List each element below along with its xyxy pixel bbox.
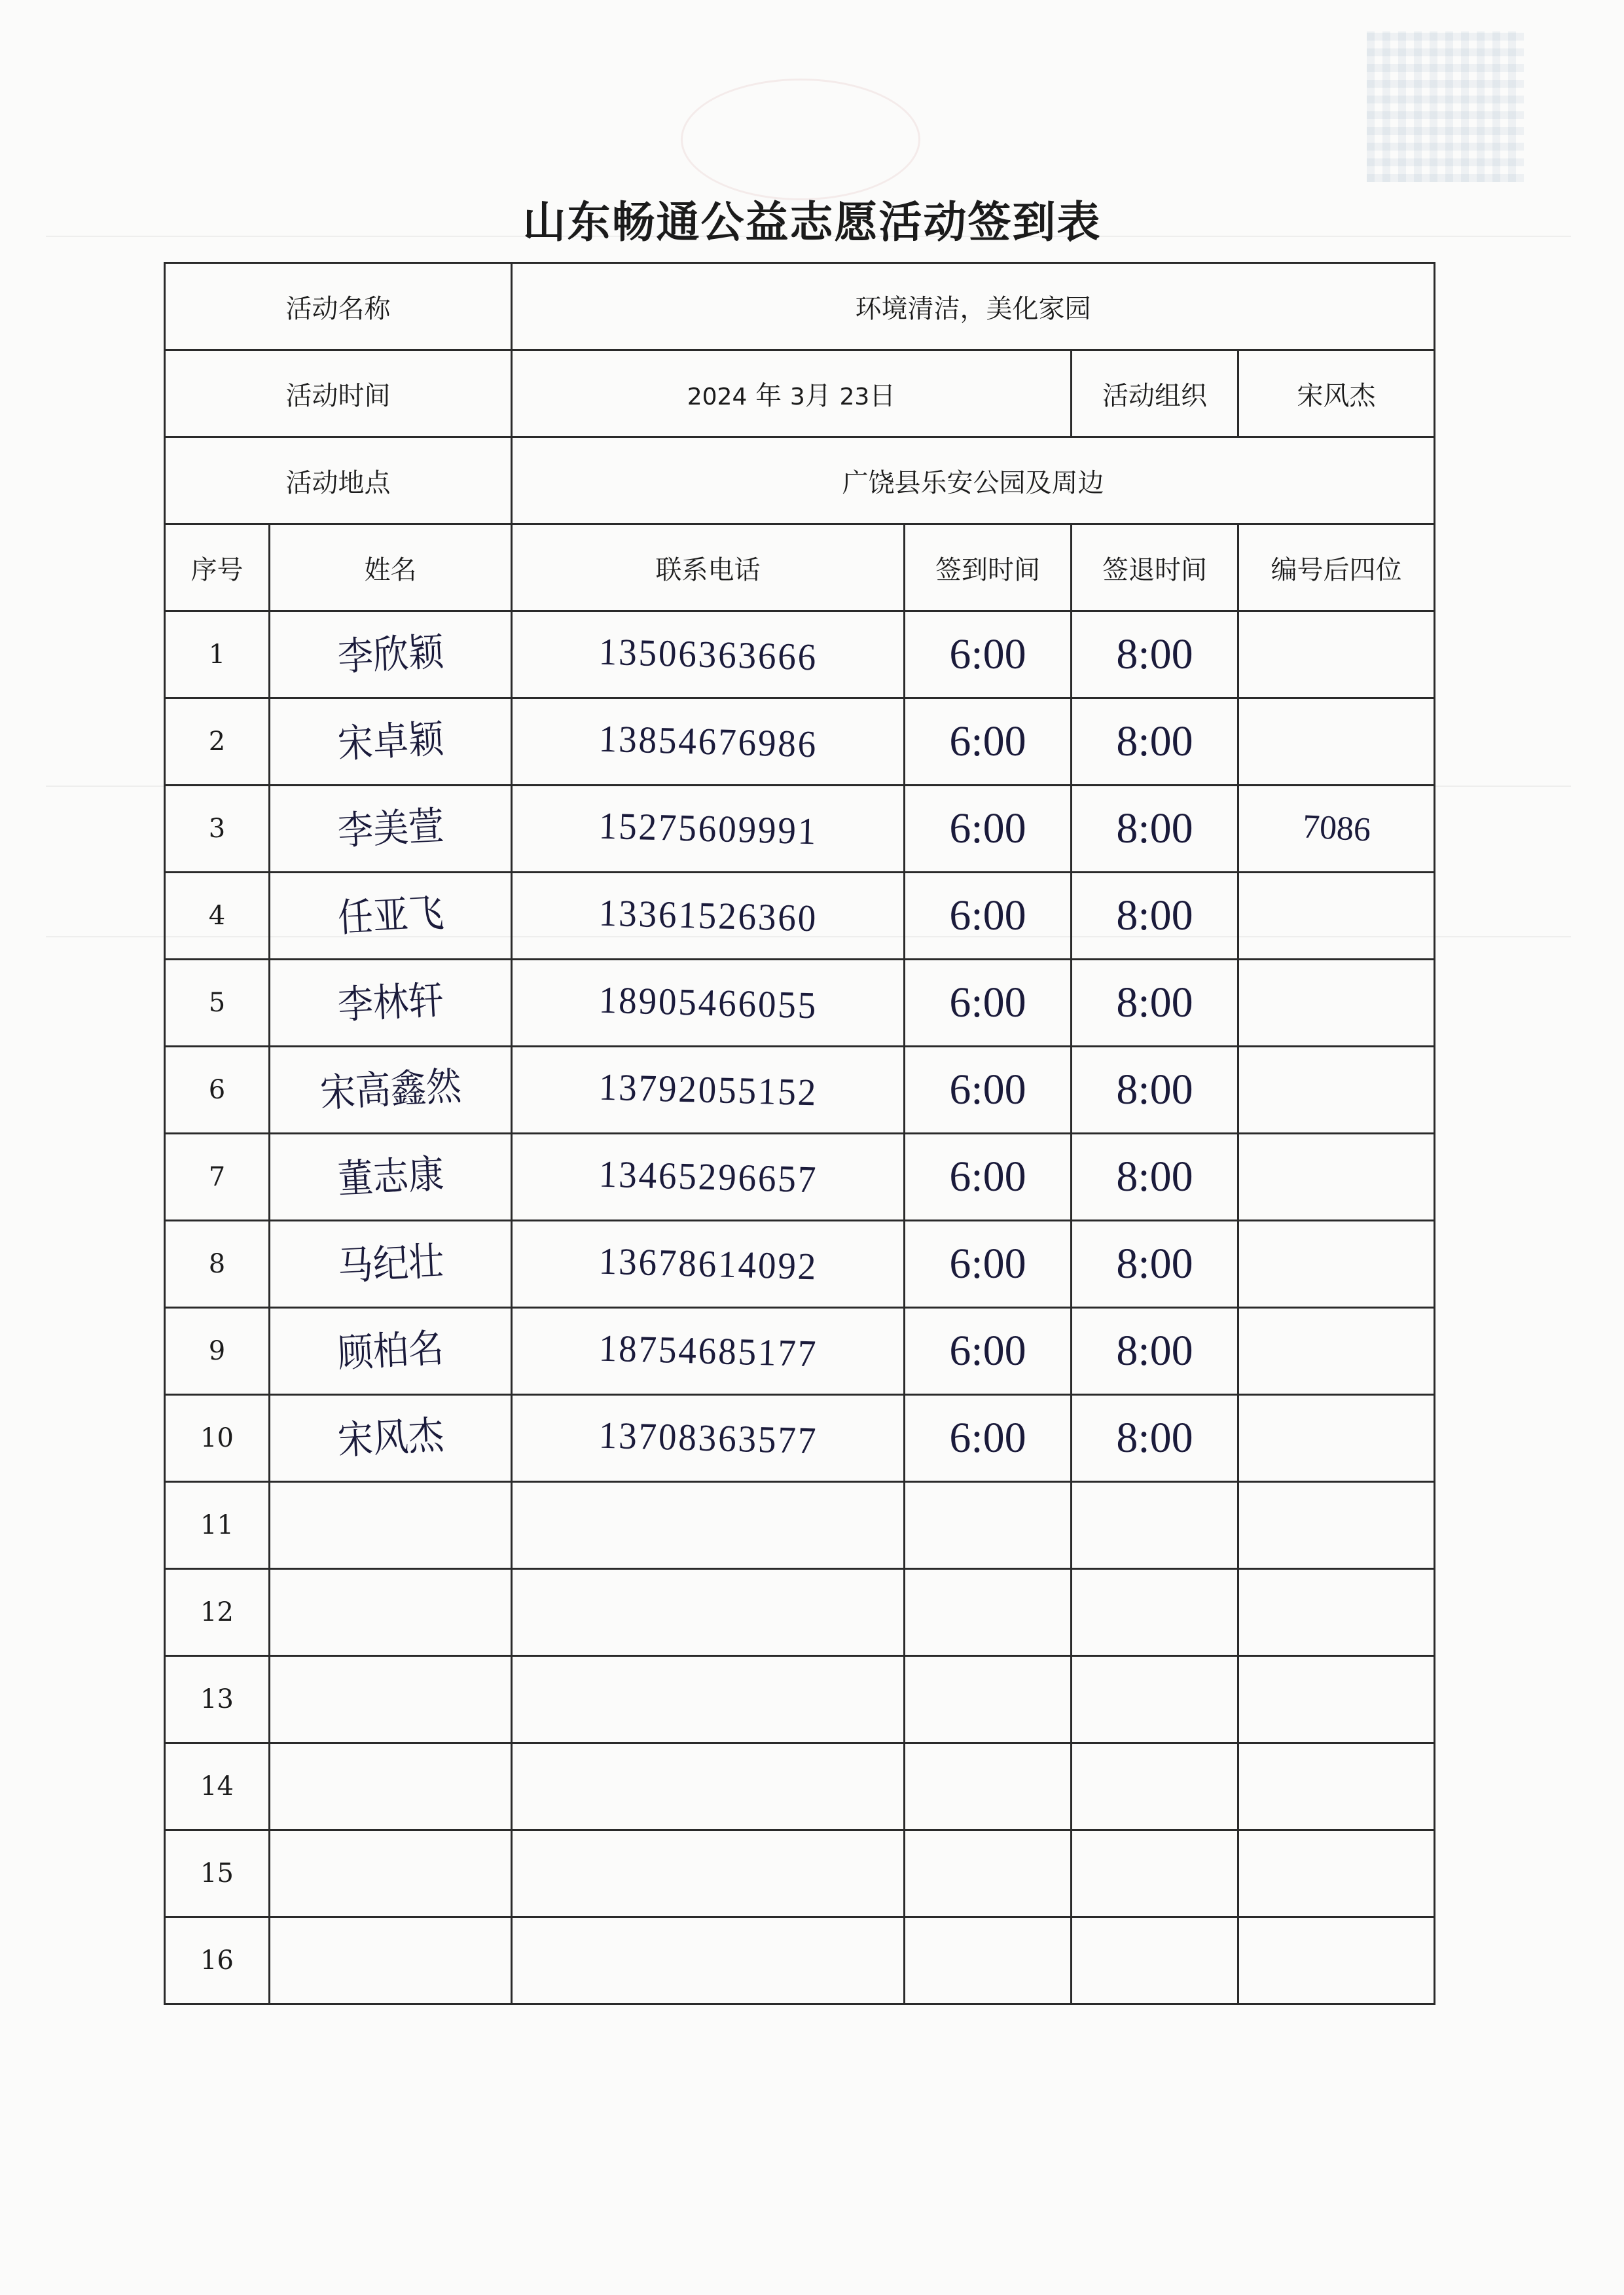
participant-phone-cell xyxy=(512,1308,905,1395)
sign-out-time-cell xyxy=(1072,1482,1238,1569)
sign-in-time-cell xyxy=(905,1830,1072,1917)
sign-out-time: 8:00 xyxy=(1116,1153,1193,1201)
sign-out-time: 8:00 xyxy=(1116,1066,1193,1113)
participant-phone-cell xyxy=(512,1482,905,1569)
row-number: 6 xyxy=(165,1047,270,1134)
participant-name-cell xyxy=(270,611,512,698)
participant-row xyxy=(165,1569,1435,1656)
id-last-four-cell xyxy=(1238,1656,1435,1743)
participant-name-cell xyxy=(270,786,512,873)
participant-name: 宋风杰 xyxy=(336,1413,445,1463)
sign-in-time-cell xyxy=(905,1395,1072,1482)
id-last-four-cell xyxy=(1238,1395,1435,1482)
participant-name-cell xyxy=(270,873,512,960)
participant-name: 宋高鑫然 xyxy=(318,1064,463,1115)
sign-out-time-cell xyxy=(1072,1917,1238,2004)
participant-phone-cell xyxy=(512,960,905,1047)
sign-out-time: 8:00 xyxy=(1116,1327,1193,1375)
sign-in-time: 6:00 xyxy=(949,1153,1026,1201)
participant-phone: 13678614092 xyxy=(598,1239,818,1288)
col-header-no: 序号 xyxy=(165,524,270,611)
participant-row xyxy=(165,1656,1435,1743)
organizer-value: 宋风杰 xyxy=(1238,350,1435,437)
participant-row xyxy=(165,698,1435,786)
participant-row xyxy=(165,1395,1435,1482)
participant-row xyxy=(165,611,1435,698)
row-number: 2 xyxy=(165,698,270,786)
id-last-four-cell xyxy=(1238,611,1435,698)
sign-in-time-cell xyxy=(905,1308,1072,1395)
sign-out-time: 8:00 xyxy=(1116,892,1193,939)
participant-name: 马纪壮 xyxy=(336,1239,445,1289)
sign-out-time-cell xyxy=(1072,1221,1238,1308)
participant-name: 李欣颖 xyxy=(336,630,445,679)
date-year: 2024 xyxy=(687,383,748,410)
activity-time-label: 活动时间 xyxy=(165,350,512,437)
activity-location-label: 活动地点 xyxy=(165,437,512,524)
participant-name: 顾柏名 xyxy=(336,1326,445,1376)
id-last-four-cell xyxy=(1238,1047,1435,1134)
sign-out-time-cell xyxy=(1072,786,1238,873)
id-last-four-cell xyxy=(1238,1134,1435,1221)
participant-name-cell xyxy=(270,1395,512,1482)
participant-row xyxy=(165,1482,1435,1569)
row-number: 14 xyxy=(165,1743,270,1830)
id-last-four-cell xyxy=(1238,1917,1435,2004)
activity-name-row xyxy=(165,263,1435,350)
participant-phone-cell xyxy=(512,1830,905,1917)
sign-in-time-cell xyxy=(905,1743,1072,1830)
activity-location-value: 广饶县乐安公园及周边 xyxy=(512,437,1435,524)
date-month-unit: 月 xyxy=(804,380,831,411)
col-header-sign-in-time: 签到时间 xyxy=(905,524,1072,611)
sign-in-time-cell xyxy=(905,1569,1072,1656)
bleed-through-qr-code xyxy=(1367,31,1524,182)
sign-in-time: 6:00 xyxy=(949,1240,1026,1288)
sign-in-time-cell xyxy=(905,1047,1072,1134)
row-number: 8 xyxy=(165,1221,270,1308)
participant-name-cell xyxy=(270,1047,512,1134)
sign-in-time-cell xyxy=(905,1134,1072,1221)
sign-in-time-cell xyxy=(905,611,1072,698)
sign-out-time-cell xyxy=(1072,1743,1238,1830)
participant-name-cell xyxy=(270,1134,512,1221)
participant-phone-cell xyxy=(512,786,905,873)
participant-name: 宋卓颖 xyxy=(336,717,445,767)
id-last-four-cell xyxy=(1238,1482,1435,1569)
id-last-four-cell xyxy=(1238,1743,1435,1830)
sign-out-time-cell xyxy=(1072,1830,1238,1917)
sign-in-time: 6:00 xyxy=(949,717,1026,765)
sign-out-time: 8:00 xyxy=(1116,630,1193,678)
participant-phone: 13465296657 xyxy=(598,1152,818,1201)
participant-phone: 15275609991 xyxy=(598,804,818,853)
sign-in-time-cell xyxy=(905,1917,1072,2004)
participant-row xyxy=(165,1830,1435,1917)
sign-out-time: 8:00 xyxy=(1116,1414,1193,1462)
participant-phone-cell xyxy=(512,1656,905,1743)
sign-in-time: 6:00 xyxy=(949,804,1026,852)
sign-out-time-cell xyxy=(1072,1569,1238,1656)
row-number: 10 xyxy=(165,1395,270,1482)
sign-out-time-cell xyxy=(1072,1395,1238,1482)
col-header-id-last-four: 编号后四位 xyxy=(1238,524,1435,611)
participant-phone-cell xyxy=(512,1569,905,1656)
date-year-unit: 年 xyxy=(755,380,782,411)
sign-out-time: 8:00 xyxy=(1116,804,1193,852)
participant-name-cell xyxy=(270,1482,512,1569)
sign-in-time: 6:00 xyxy=(949,1327,1026,1375)
participant-phone-cell xyxy=(512,698,905,786)
participant-row xyxy=(165,786,1435,873)
participant-name-cell xyxy=(270,1656,512,1743)
participant-name: 李林轩 xyxy=(336,978,445,1028)
id-last-four: 7086 xyxy=(1301,808,1371,849)
date-day: 23 xyxy=(839,383,870,410)
sign-out-time-cell xyxy=(1072,1308,1238,1395)
participant-row xyxy=(165,960,1435,1047)
participant-phone-cell xyxy=(512,611,905,698)
participant-row xyxy=(165,1308,1435,1395)
id-last-four-cell xyxy=(1238,1221,1435,1308)
participant-phone: 13708363577 xyxy=(598,1413,818,1462)
row-number: 12 xyxy=(165,1569,270,1656)
sign-out-time: 8:00 xyxy=(1116,1240,1193,1288)
id-last-four-cell xyxy=(1238,1308,1435,1395)
participant-row xyxy=(165,1134,1435,1221)
sign-out-time: 8:00 xyxy=(1116,979,1193,1026)
participant-phone: 18905466055 xyxy=(598,978,818,1027)
participant-name-cell xyxy=(270,1830,512,1917)
sign-in-time: 6:00 xyxy=(949,892,1026,939)
activity-name-label: 活动名称 xyxy=(165,263,512,350)
bleed-through-stamp xyxy=(681,79,920,200)
participant-phone: 13854676986 xyxy=(598,717,818,766)
sign-in-time-cell xyxy=(905,960,1072,1047)
sign-out-time-cell xyxy=(1072,873,1238,960)
activity-location-row xyxy=(165,437,1435,524)
row-number: 15 xyxy=(165,1830,270,1917)
sign-in-time-cell xyxy=(905,873,1072,960)
sign-in-table xyxy=(164,262,1435,2005)
activity-date-value xyxy=(512,350,1072,437)
participant-row xyxy=(165,873,1435,960)
sign-in-time: 6:00 xyxy=(949,979,1026,1026)
organizer-label: 活动组织 xyxy=(1072,350,1238,437)
participant-rows xyxy=(165,611,1435,2004)
sign-in-time-cell xyxy=(905,786,1072,873)
participant-phone-cell xyxy=(512,1395,905,1482)
id-last-four-cell xyxy=(1238,960,1435,1047)
participant-name-cell xyxy=(270,1917,512,2004)
participant-name-cell xyxy=(270,1569,512,1656)
sign-in-time-cell xyxy=(905,1482,1072,1569)
sign-in-time-cell xyxy=(905,698,1072,786)
row-number: 11 xyxy=(165,1482,270,1569)
row-number: 4 xyxy=(165,873,270,960)
participant-phone-cell xyxy=(512,1917,905,2004)
sign-out-time-cell xyxy=(1072,1047,1238,1134)
column-header-row xyxy=(165,524,1435,611)
row-number: 3 xyxy=(165,786,270,873)
id-last-four-cell xyxy=(1238,1569,1435,1656)
participant-row xyxy=(165,1221,1435,1308)
participant-name-cell xyxy=(270,698,512,786)
participant-row xyxy=(165,1917,1435,2004)
col-header-phone: 联系电话 xyxy=(512,524,905,611)
sign-in-time-cell xyxy=(905,1656,1072,1743)
sign-out-time-cell xyxy=(1072,1134,1238,1221)
participant-name: 董志康 xyxy=(336,1152,445,1202)
participant-phone: 13792055152 xyxy=(598,1065,818,1114)
activity-time-row xyxy=(165,350,1435,437)
row-number: 1 xyxy=(165,611,270,698)
participant-name: 任亚飞 xyxy=(336,891,445,941)
participant-row xyxy=(165,1047,1435,1134)
id-last-four-cell xyxy=(1238,698,1435,786)
participant-phone-cell xyxy=(512,1047,905,1134)
participant-phone-cell xyxy=(512,1743,905,1830)
participant-name-cell xyxy=(270,1308,512,1395)
participant-row xyxy=(165,1743,1435,1830)
col-header-sign-out-time: 签退时间 xyxy=(1072,524,1238,611)
activity-name-value: 环境清洁，美化家园 xyxy=(512,263,1435,350)
row-number: 9 xyxy=(165,1308,270,1395)
participant-phone: 18754685177 xyxy=(598,1326,818,1375)
participant-name-cell xyxy=(270,1743,512,1830)
participant-name: 李美萱 xyxy=(336,804,445,854)
id-last-four-cell xyxy=(1238,873,1435,960)
participant-phone: 13361526360 xyxy=(598,891,818,940)
id-last-four-cell xyxy=(1238,786,1435,873)
sign-out-time: 8:00 xyxy=(1116,717,1193,765)
sign-in-time: 6:00 xyxy=(949,1066,1026,1113)
col-header-name: 姓名 xyxy=(270,524,512,611)
sign-out-time-cell xyxy=(1072,611,1238,698)
sign-out-time-cell xyxy=(1072,1656,1238,1743)
date-day-unit: 日 xyxy=(869,380,896,411)
row-number: 7 xyxy=(165,1134,270,1221)
date-month: 3 xyxy=(789,383,805,410)
row-number: 5 xyxy=(165,960,270,1047)
participant-phone-cell xyxy=(512,1221,905,1308)
sign-out-time-cell xyxy=(1072,698,1238,786)
sign-in-time: 6:00 xyxy=(949,630,1026,678)
participant-name-cell xyxy=(270,1221,512,1308)
sign-in-time: 6:00 xyxy=(949,1414,1026,1462)
participant-phone-cell xyxy=(512,1134,905,1221)
participant-phone: 13506363666 xyxy=(598,630,818,679)
row-number: 16 xyxy=(165,1917,270,2004)
sign-in-time-cell xyxy=(905,1221,1072,1308)
id-last-four-cell xyxy=(1238,1830,1435,1917)
participant-phone-cell xyxy=(512,873,905,960)
sign-out-time-cell xyxy=(1072,960,1238,1047)
participant-name-cell xyxy=(270,960,512,1047)
page-title: 山东畅通公益志愿活动签到表 xyxy=(522,197,1102,247)
row-number: 13 xyxy=(165,1656,270,1743)
